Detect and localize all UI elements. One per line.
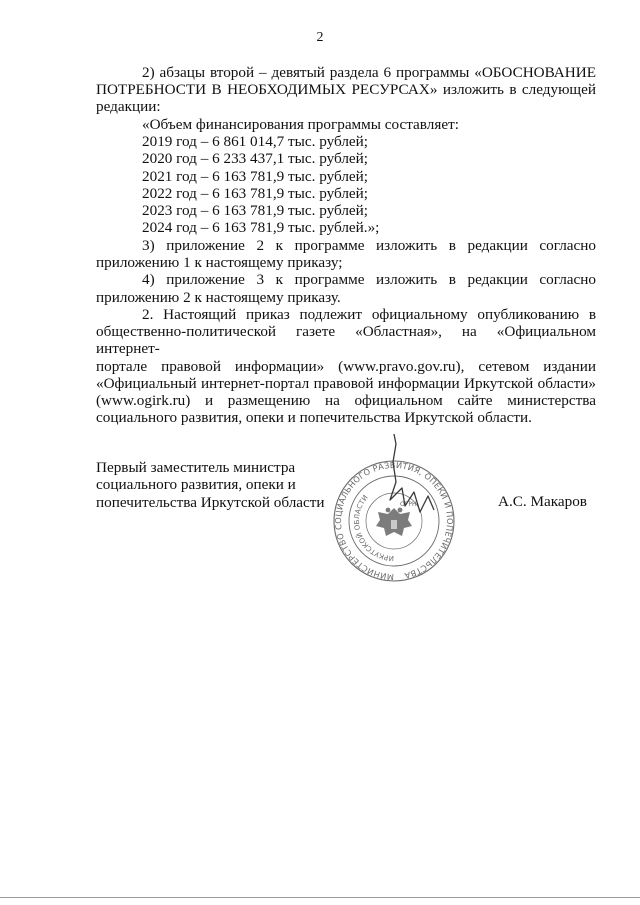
seal-center-text: ОГРН: [400, 501, 417, 508]
item2-line-1: 2) абзацы второй – девятый раздела 6 программы «ОБОСНОВАНИЕ: [142, 64, 596, 81]
publication-line-2: общественно-политической газете «Областная», на «Официальном интернет-: [96, 323, 596, 358]
signatory-name: А.С. Макаров: [498, 493, 587, 510]
item3-4-paragraphs: [96, 237, 596, 306]
publication-line-1: 2. Настоящий приказ подлежит официальному опубликованию в: [142, 306, 596, 323]
funding-year-2019: 2019 год – 6 861 014,7 тыс. рублей;: [142, 133, 369, 151]
item4-line-2: приложению 2 к настоящему приказу.: [96, 288, 341, 306]
funding-year-2021: 2021 год – 6 163 781,9 тыс. рублей;: [142, 167, 369, 185]
funding-year-2024: 2024 год – 6 163 781,9 тыс. рублей.»;: [142, 219, 380, 237]
funding-intro: «Объем финансирования программы составляет:: [142, 116, 459, 133]
publication-line-3: портале правовой информации» (www.pravo.gov.ru), сетевом издании: [96, 357, 596, 375]
item2-line-2: ПОТРЕБНОСТИ В НЕОБХОДИМЫХ РЕСУРСАХ» изложить в следующей: [96, 81, 596, 99]
item3-line-1: 3) приложение 2 к программе изложить в редакции согласно: [142, 237, 596, 254]
signatory-position-line-2: социального развития, опеки и: [96, 476, 296, 494]
item2-line-3: редакции:: [96, 98, 161, 116]
funding-year-2020: 2020 год – 6 233 437,1 тыс. рублей;: [142, 150, 369, 168]
seal-inner-text: ИРКУТСКОЙ ОБЛАСТИ: [353, 493, 395, 563]
signatory-position-line-3: попечительства Иркутской области: [96, 493, 325, 511]
footer-divider: [0, 897, 640, 898]
official-seal: [330, 432, 458, 594]
item3-line-2: приложению 1 к настоящему приказу;: [96, 254, 343, 272]
publication-line-5: (www.ogirk.ru) и размещению на официальном сайте министерства: [96, 392, 596, 410]
seal-outer-text: МИНИСТЕРСТВО СОЦИАЛЬНОГО РАЗВИТИЯ, ОПЕКИ И ПОПЕЧИТЕЛЬСТВА: [333, 459, 456, 583]
publication-line-6: социального развития, опеки и попечительства Иркутской области.: [96, 409, 532, 427]
publication-paragraph: [96, 306, 596, 426]
item4-line-1: 4) приложение 3 к программе изложить в редакции согласно: [142, 271, 596, 289]
signatory-position-line-1: Первый заместитель министра: [96, 459, 296, 476]
publication-line-4: «Официальный интернет-портал правовой информации Иркутской области»: [96, 374, 596, 392]
eagle-emblem-icon: [376, 508, 412, 536]
funding-list: [96, 116, 596, 236]
signatory-position: [96, 459, 336, 511]
funding-year-2023: 2023 год – 6 163 781,9 тыс. рублей;: [142, 202, 369, 220]
page-number: 2: [316, 30, 324, 45]
item2-paragraph: [96, 64, 596, 116]
funding-year-2022: 2022 год – 6 163 781,9 тыс. рублей;: [142, 184, 369, 202]
